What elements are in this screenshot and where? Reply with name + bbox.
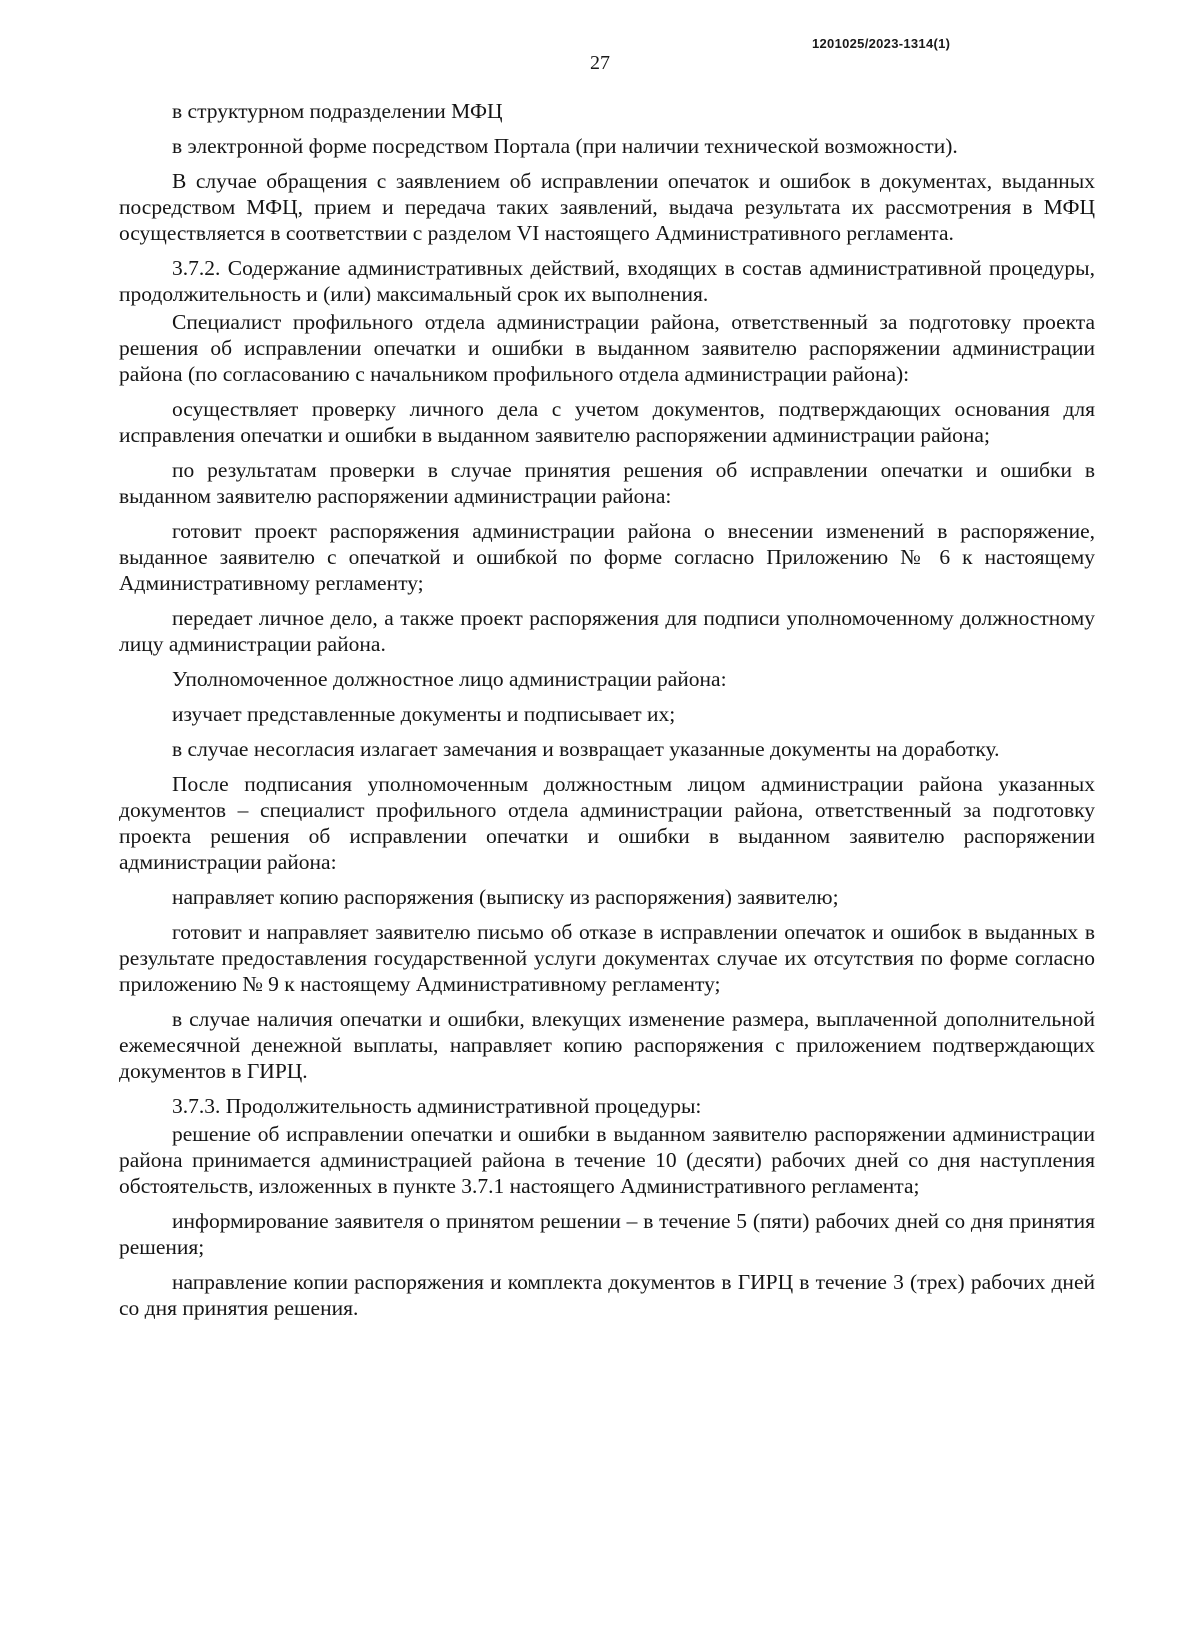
paragraph: После подписания уполномоченным должностным лицом администрации района указанных документов – специалист профильного отдела администрации района, ответственный за подготовку проекта решения об исправлении опечатки и ошибки в выданном заявителю распоряжении администрации района:	[119, 772, 1095, 874]
document-registration-number: 1201025/2023-1314(1)	[812, 36, 951, 51]
paragraph: В случае обращения с заявлением об исправлении опечаток и ошибок в документах, выданных посредством МФЦ, прием и передача таких заявлений, выдача результата их рассмотрения в МФЦ осуществляется в соответствии с разделом VI настоящего Административного регламента.	[119, 169, 1095, 245]
paragraph: осуществляет проверку личного дела с учетом документов, подтверждающих основания для исправления опечатки и ошибки в выданном заявителю распоряжении администрации района;	[119, 397, 1095, 447]
paragraph: в структурном подразделении МФЦ	[172, 99, 503, 123]
paragraph: в случае несогласия излагает замечания и возвращает указанные документы на доработку.	[172, 737, 1000, 761]
paragraph: информирование заявителя о принятом решении – в течение 5 (пяти) рабочих дней со дня принятия решения;	[119, 1209, 1095, 1259]
paragraph: направляет копию распоряжения (выписку из распоряжения) заявителю;	[172, 885, 839, 909]
paragraph: передает личное дело, а также проект распоряжения для подписи уполномоченному должностному лицу администрации района.	[119, 606, 1095, 656]
paragraph: Уполномоченное должностное лицо администрации района:	[172, 667, 727, 691]
paragraph: направление копии распоряжения и комплекта документов в ГИРЦ в течение 3 (трех) рабочих дней со дня принятия решения.	[119, 1270, 1095, 1320]
paragraph: готовит и направляет заявителю письмо об отказе в исправлении опечаток и ошибок в выданных в результате предоставления государственной услуги документах случае их отсутствия по форме согласно приложению № 9 к настоящему Административному регламенту;	[119, 920, 1095, 996]
paragraph: Специалист профильного отдела администрации района, ответственный за подготовку проекта решения об исправлении опечатки и ошибки в выданном заявителю распоряжении администрации района (по согласованию с начальником профильного отдела администрации района):	[119, 310, 1095, 386]
paragraph: решение об исправлении опечатки и ошибки в выданном заявителю распоряжении администрации района принимается администрацией района в течение 10 (десяти) рабочих дней со дня наступления обстоятельств, изложенных в пункте 3.7.1 настоящего Административного регламента;	[119, 1122, 1095, 1198]
section-heading-3-7-3: 3.7.3. Продолжительность административной процедуры:	[172, 1094, 702, 1118]
section-heading-3-7-2: 3.7.2. Содержание административных действий, входящих в состав административной процедуры, продолжительность и (или) максимальный срок их выполнения.	[119, 256, 1095, 306]
paragraph: по результатам проверки в случае принятия решения об исправлении опечатки и ошибки в выданном заявителю распоряжении администрации района:	[119, 458, 1095, 508]
paragraph: в электронной форме посредством Портала (при наличии технической возможности).	[172, 134, 958, 158]
paragraph: изучает представленные документы и подписывает их;	[172, 702, 676, 726]
document-body	[119, 98, 1095, 1330]
paragraph: готовит проект распоряжения администрации района о внесении изменений в распоряжение, выданное заявителю с опечаткой и ошибкой по форме согласно Приложению № 6 к настоящему Административному регламенту;	[119, 519, 1095, 595]
paragraph: в случае наличия опечатки и ошибки, влекущих изменение размера, выплаченной дополнительной ежемесячной денежной выплаты, направляет копию распоряжения с приложением подтверждающих документов в ГИРЦ.	[119, 1007, 1095, 1083]
page-number: 27	[590, 52, 610, 74]
